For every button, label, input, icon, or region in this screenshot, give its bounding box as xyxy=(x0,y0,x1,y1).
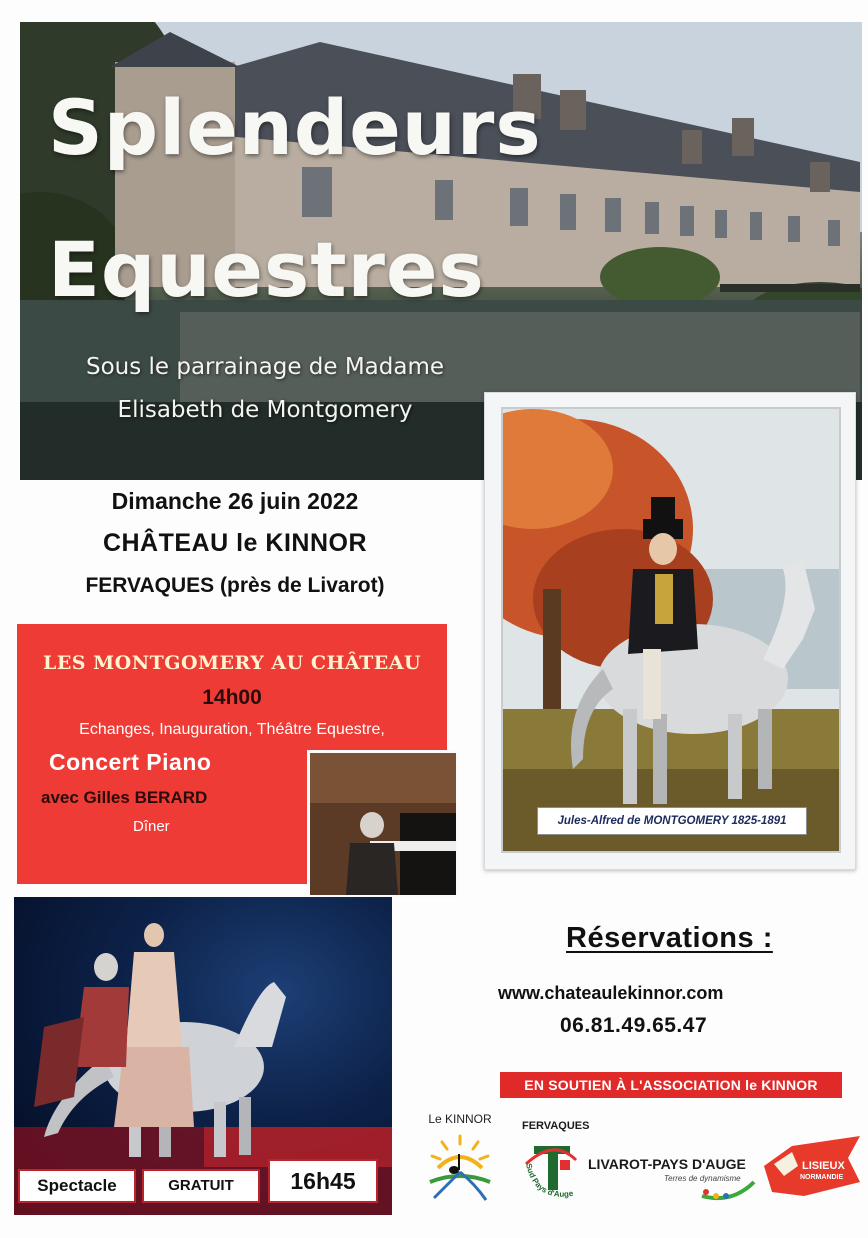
show-photo xyxy=(14,897,392,1215)
fervaques-logo-label: FERVAQUES xyxy=(522,1120,590,1132)
concert-performer: avec Gilles BERARD xyxy=(41,788,208,807)
patronage-subtitle xyxy=(50,346,480,432)
kinnor-logo-label: Le KINNOR xyxy=(428,1112,492,1126)
show-price-tag: GRATUIT xyxy=(142,1169,260,1203)
show-label-tag: Spectacle xyxy=(18,1169,136,1203)
reservations-phone[interactable]: 06.81.49.65.47 xyxy=(560,1014,708,1037)
event-title xyxy=(48,83,542,374)
patronage-line-2: Elisabeth de Montgomery xyxy=(117,397,413,423)
event-date: Dimanche 26 juin 2022 xyxy=(111,488,359,514)
dinner-label: Dîner xyxy=(133,818,170,835)
event-title-line-2: Equestres xyxy=(48,225,485,314)
fervaques-arc-text: Sud Pays d'Auge xyxy=(524,1162,574,1199)
program-title: LES MONTGOMERY AU CHÂTEAU xyxy=(42,652,422,674)
rider-on-horse-illustration xyxy=(503,409,841,853)
piano-photo xyxy=(307,750,459,898)
event-title-line-1: Splendeurs xyxy=(48,83,542,172)
program-description: Echanges, Inauguration, Théâtre Equestre, xyxy=(79,721,385,738)
lisieux-logo-sublabel: NORMANDIE xyxy=(800,1174,844,1181)
livarot-logo-tagline: Terres de dynamisme xyxy=(664,1174,741,1183)
event-details xyxy=(20,482,450,606)
kinnor-logo xyxy=(420,1112,500,1204)
pianist-illustration xyxy=(310,753,456,895)
event-location: FERVAQUES (près de Livarot) xyxy=(85,574,385,597)
portrait-painting xyxy=(501,407,841,853)
concert-heading: Concert Piano xyxy=(49,749,212,775)
livarot-logo xyxy=(582,1148,760,1208)
event-venue: CHÂTEAU le KINNOR xyxy=(102,529,368,557)
portrait-caption: Jules-Alfred de MONTGOMERY 1825-1891 xyxy=(537,807,807,835)
patronage-line-1: Sous le parrainage de Madame xyxy=(85,354,445,380)
lisieux-logo-label: LISIEUX xyxy=(802,1160,845,1172)
portrait-frame xyxy=(484,392,856,870)
lisieux-normandie-logo xyxy=(764,1136,862,1202)
livarot-logo-label: LIVAROT-PAYS D'AUGE xyxy=(588,1156,746,1172)
show-time-tag: 16h45 xyxy=(268,1159,378,1203)
reservations-heading: Réservations : xyxy=(566,922,773,954)
reservations-website-link[interactable]: www.chateaulekinnor.com xyxy=(498,983,724,1003)
support-banner: EN SOUTIEN À L'ASSOCIATION le KINNOR xyxy=(500,1072,842,1098)
program-start-time: 14h00 xyxy=(202,686,262,709)
